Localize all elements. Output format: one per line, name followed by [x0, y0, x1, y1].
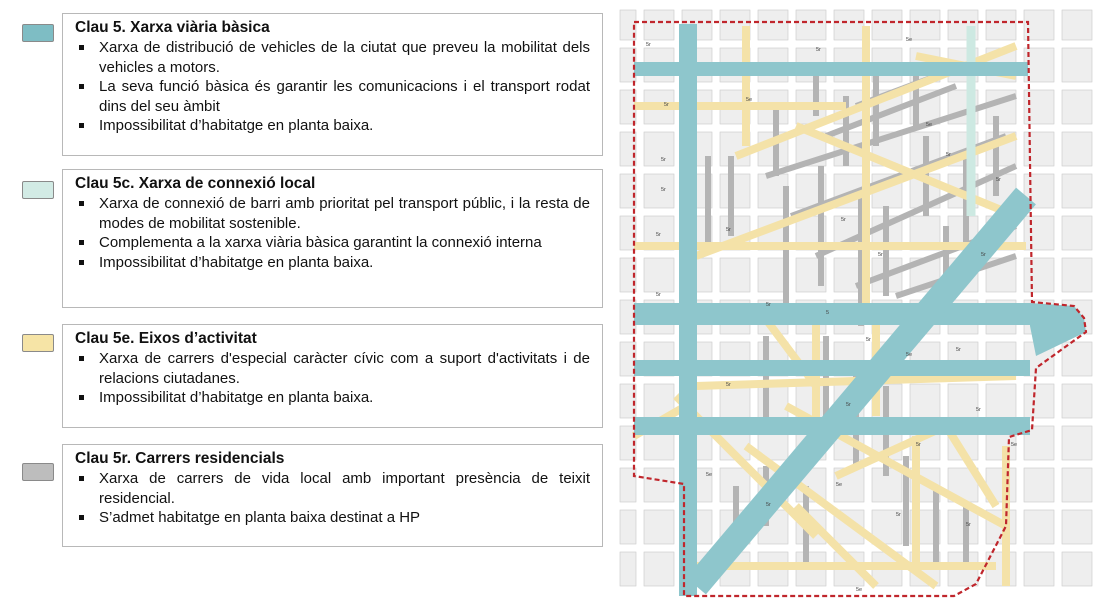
city-block	[1062, 510, 1092, 544]
city-block	[872, 10, 902, 40]
legend-box-5	[62, 13, 603, 156]
city-block	[1062, 552, 1092, 586]
swatch-activity-axes	[22, 334, 54, 352]
street-class-label: 5r	[866, 337, 871, 343]
city-block	[1062, 10, 1092, 40]
city-block	[1062, 426, 1092, 460]
street-class-label: 5e	[706, 472, 713, 478]
city-block	[948, 384, 978, 418]
legend-item: Xarxa de carrers d'especial caràcter cívic com a suport d'activitats i de relacions ciutadanes.	[75, 349, 590, 388]
city-block	[758, 10, 788, 40]
swatch-residential-streets	[22, 463, 54, 481]
legend-item: Complementa a la xarxa viària bàsica garantint la connexió interna	[75, 233, 590, 253]
street-class-label: 5r	[656, 292, 661, 298]
legend-item: Impossibilitat d’habitatge en planta baixa.	[75, 253, 590, 273]
street-class-label: 5r	[664, 102, 669, 108]
street-network-map	[616, 6, 1110, 610]
legend-item: Xarxa de distribució de vehicles de la ciutat que preveu la mobilitat dels vehicles a motors.	[75, 38, 590, 77]
city-block	[644, 10, 674, 40]
city-block	[644, 510, 674, 544]
street-class-label: 5r	[766, 502, 771, 508]
city-block	[1062, 216, 1092, 250]
street-class-label: 5r	[656, 232, 661, 238]
legend-item: Impossibilitat d’habitatge en planta baixa.	[75, 116, 590, 136]
swatch-local-network	[22, 181, 54, 199]
street-class-label: 5e	[1011, 442, 1018, 448]
legend-title: Clau 5c. Xarxa de connexió local	[75, 175, 316, 192]
city-block	[644, 174, 674, 208]
city-block	[910, 10, 940, 40]
street-class-label: 5r	[996, 177, 1001, 183]
city-block	[986, 384, 1016, 418]
street-class-label: 5r	[981, 252, 986, 258]
city-block	[1062, 174, 1092, 208]
city-block	[986, 10, 1016, 40]
street-class-label: 5r	[726, 227, 731, 233]
street-class-label: 5e	[906, 352, 913, 358]
street-class-label: 5e	[906, 37, 913, 43]
street-class-label: 5	[826, 310, 830, 316]
city-block	[644, 258, 674, 292]
city-block	[1062, 384, 1092, 418]
legend-item: S’admet habitatge en planta baixa destinat a HP	[75, 508, 590, 528]
city-block	[1024, 510, 1054, 544]
city-block	[758, 384, 788, 418]
city-block	[1024, 468, 1054, 502]
street-class-label: 5r	[976, 407, 981, 413]
legend-box-5e	[62, 324, 603, 428]
city-block	[644, 552, 674, 586]
street-class-label: 5r	[896, 512, 901, 518]
city-block	[644, 132, 674, 166]
street-class-label: 5r	[956, 347, 961, 353]
street-class-label: 5e	[926, 122, 933, 128]
legend-item: La seva funció bàsica és garantir les comunicacions i el transport rodat dins del seu àmbit	[75, 77, 590, 116]
street-class-label: 5r	[661, 187, 666, 193]
legend-item: Impossibilitat d’habitatge en planta baixa.	[75, 388, 590, 408]
city-block	[720, 174, 750, 208]
legend-box-5r	[62, 444, 603, 547]
legend-title: Clau 5. Xarxa viària bàsica	[75, 19, 270, 36]
city-block	[644, 468, 674, 502]
street-class-label: 5r	[661, 157, 666, 163]
city-block	[620, 510, 636, 544]
street-class-label: 5r	[966, 522, 971, 528]
legend-box-5c	[62, 169, 603, 308]
city-block	[720, 258, 750, 292]
street-class-label: 5r	[766, 302, 771, 308]
street-class-label: 5r	[916, 442, 921, 448]
street-class-label: 5r	[816, 47, 821, 53]
street-class-label: 5r	[878, 252, 883, 258]
street-class-label: 5e	[746, 97, 753, 103]
legend-item: Xarxa de carrers de vida local amb important presència de teixit residencial.	[75, 469, 590, 508]
city-block	[1062, 48, 1092, 82]
city-block	[834, 10, 864, 40]
city-block	[910, 384, 940, 418]
street-class-label: 5r	[846, 402, 851, 408]
city-block	[1024, 258, 1054, 292]
city-block	[1062, 90, 1092, 124]
swatch-basic-network	[22, 24, 54, 42]
legend-item: Xarxa de connexió de barri amb prioritat pel transport públic, i la resta de modes de mobilitat sostenible.	[75, 194, 590, 233]
city-block	[620, 552, 636, 586]
city-block	[1024, 552, 1054, 586]
street-class-label: 5e	[836, 482, 843, 488]
city-block	[1024, 216, 1054, 250]
street-class-label: 5e	[856, 587, 863, 593]
city-block	[1062, 468, 1092, 502]
city-block	[1024, 132, 1054, 166]
street-class-label: 5r	[946, 152, 951, 158]
city-block	[1024, 384, 1054, 418]
legend-title: Clau 5r. Carrers residencials	[75, 450, 285, 467]
street-class-label: 5r	[646, 42, 651, 48]
city-block	[796, 10, 826, 40]
street-class-label: 5r	[841, 217, 846, 223]
street-class-label: 5r	[726, 382, 731, 388]
legend-title: Clau 5e. Eixos d’activitat	[75, 330, 257, 347]
city-block	[1062, 132, 1092, 166]
city-block	[1024, 10, 1054, 40]
city-block	[1062, 258, 1092, 292]
